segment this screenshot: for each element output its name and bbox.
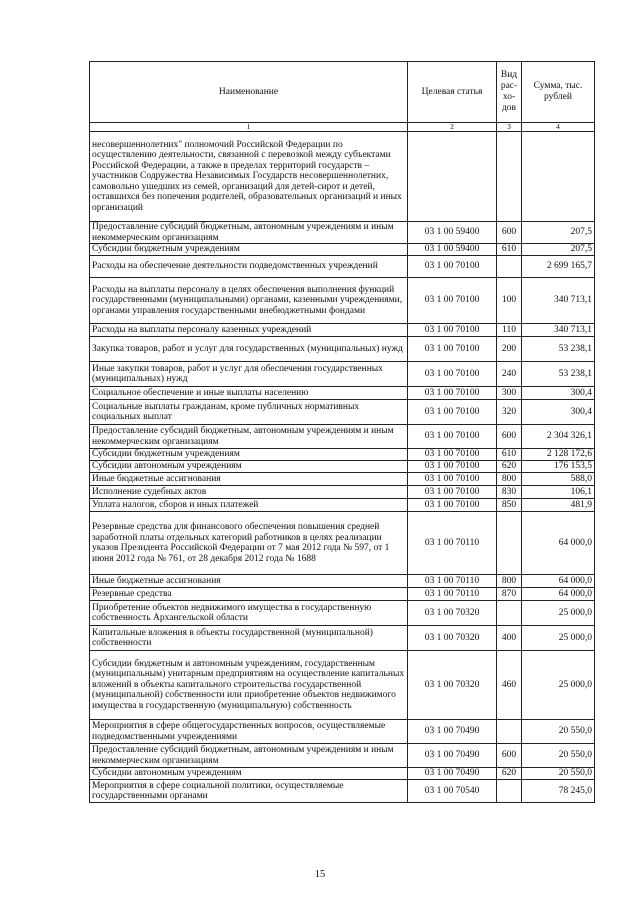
cell-target-code: 03 1 00 70100 [408, 324, 497, 337]
cell-name: Социальное обеспечение и иные выплаты населению [90, 387, 408, 400]
table-body [90, 132, 595, 803]
cell-target-code: 03 1 00 70100 [408, 473, 497, 486]
cell-name: Иные бюджетные ассигнования [90, 473, 408, 486]
cell-target-code: 03 1 00 70320 [408, 626, 497, 651]
table-row [90, 601, 595, 626]
col-number-4: 4 [522, 123, 595, 132]
cell-name: Расходы на выплаты персоналу казенных учреждений [90, 324, 408, 337]
cell-expense-type: 600 [497, 425, 522, 449]
cell-name: Предоставление субсидий бюджетным, автономным учреждениям и иным некоммерческим организациям [90, 425, 408, 449]
cell-amount: 64 000,0 [522, 588, 595, 601]
cell-name: Субсидии автономным учреждениям [90, 461, 408, 473]
table-row [90, 588, 595, 601]
cell-amount: 340 713,1 [522, 278, 595, 324]
col-header-vid: Вид рас-хо-дов [497, 62, 522, 123]
col-header-sum: Сумма, тыс. рублей [522, 62, 595, 123]
cell-expense-type: 460 [497, 651, 522, 720]
table-row [90, 425, 595, 449]
cell-name: Приобретение объектов недвижимого имущества в государственную собственность Архангельской области [90, 601, 408, 626]
cell-amount: 20 550,0 [522, 768, 595, 780]
table-row [90, 449, 595, 461]
cell-target-code: 03 1 00 70100 [408, 461, 497, 473]
table-row [90, 651, 595, 720]
cell-name: Субсидии бюджетным учреждениям [90, 449, 408, 461]
cell-target-code: 03 1 00 70100 [408, 449, 497, 461]
cell-amount: 106,1 [522, 486, 595, 499]
cell-expense-type: 620 [497, 461, 522, 473]
cell-expense-type [497, 132, 522, 222]
cell-amount: 481,9 [522, 499, 595, 512]
cell-name: Субсидии бюджетным и автономным учреждениям, государственным (муниципальным) унитарным предприятиям на осуществление капитальных вложений в объекты капитального строительства государственной (муниципальной) собственности или приобретение объектов недвижимого имущества в государственную (муниципальную) собственность [90, 651, 408, 720]
table-row [90, 337, 595, 362]
cell-target-code: 03 1 00 70100 [408, 256, 497, 278]
table-row [90, 244, 595, 256]
cell-name: Капитальные вложения в объекты государственной (муниципальной) собственности [90, 626, 408, 651]
cell-name: Мероприятия в сфере социальной политики, осуществляемые государственными органами [90, 780, 408, 803]
cell-expense-type: 320 [497, 400, 522, 425]
cell-name: Закупка товаров, работ и услуг для государственных (муниципальных) нужд [90, 337, 408, 362]
cell-target-code: 03 1 00 70100 [408, 499, 497, 512]
cell-amount: 25 000,0 [522, 626, 595, 651]
cell-amount: 20 550,0 [522, 744, 595, 768]
cell-name: Иные закупки товаров, работ и услуг для обеспечения государственных (муниципальных) нужд [90, 362, 408, 387]
cell-expense-type: 400 [497, 626, 522, 651]
cell-target-code: 03 1 00 70100 [408, 337, 497, 362]
cell-amount: 340 713,1 [522, 324, 595, 337]
cell-expense-type: 200 [497, 337, 522, 362]
cell-expense-type: 800 [497, 575, 522, 588]
page-number: 15 [314, 869, 326, 880]
table-row [90, 132, 595, 222]
cell-amount: 25 000,0 [522, 651, 595, 720]
cell-name: Уплата налогов, сборов и иных платежей [90, 499, 408, 512]
cell-name: Предоставление субсидий бюджетным, автономным учреждениям и иным некоммерческим организациям [90, 744, 408, 768]
cell-amount: 300,4 [522, 387, 595, 400]
table-row [90, 512, 595, 575]
cell-name: Расходы на обеспечение деятельности подведомственных учреждений [90, 256, 408, 278]
cell-amount: 20 550,0 [522, 720, 595, 744]
table-row [90, 473, 595, 486]
cell-amount: 176 153,5 [522, 461, 595, 473]
cell-amount: 207,5 [522, 244, 595, 256]
cell-expense-type: 610 [497, 449, 522, 461]
cell-expense-type: 850 [497, 499, 522, 512]
cell-expense-type [497, 601, 522, 626]
table-row [90, 278, 595, 324]
cell-target-code: 03 1 00 70110 [408, 588, 497, 601]
cell-expense-type: 620 [497, 768, 522, 780]
cell-expense-type: 300 [497, 387, 522, 400]
col-number-1: 1 [90, 123, 408, 132]
cell-expense-type: 240 [497, 362, 522, 387]
cell-target-code: 03 1 00 70100 [408, 362, 497, 387]
cell-target-code: 03 1 00 70490 [408, 720, 497, 744]
table-row [90, 324, 595, 337]
cell-amount: 207,5 [522, 222, 595, 244]
table-row [90, 222, 595, 244]
cell-name: Субсидии бюджетным учреждениям [90, 244, 408, 256]
cell-target-code: 03 1 00 70490 [408, 768, 497, 780]
cell-expense-type: 870 [497, 588, 522, 601]
cell-target-code: 03 1 00 70110 [408, 512, 497, 575]
cell-expense-type [497, 256, 522, 278]
table-row [90, 768, 595, 780]
cell-amount: 588,0 [522, 473, 595, 486]
cell-target-code: 03 1 00 70100 [408, 387, 497, 400]
cell-target-code: 03 1 00 59400 [408, 244, 497, 256]
cell-amount: 64 000,0 [522, 512, 595, 575]
cell-amount: 53 238,1 [522, 362, 595, 387]
cell-expense-type: 600 [497, 744, 522, 768]
cell-expense-type: 800 [497, 473, 522, 486]
table-row [90, 387, 595, 400]
cell-name: несовершеннолетних" полномочий Российской Федерации по осуществлению деятельности, связанной с перевозкой между субъектами Российской Федерации, а также в пределах территорий государств – участников Содружества Независимых Государств несовершеннолетних, самовольно ушедших из семей, организаций для детей-сирот и детей, оставшихся без попечения родителей, образовательных организаций и иных организаций [90, 132, 408, 222]
col-number-2: 2 [408, 123, 497, 132]
cell-amount: 300,4 [522, 400, 595, 425]
cell-name: Иные бюджетные ассигнования [90, 575, 408, 588]
cell-amount: 2 128 172,6 [522, 449, 595, 461]
cell-expense-type: 600 [497, 222, 522, 244]
cell-expense-type: 110 [497, 324, 522, 337]
table-row [90, 626, 595, 651]
cell-name: Субсидии автономным учреждениям [90, 768, 408, 780]
cell-target-code: 03 1 00 70320 [408, 651, 497, 720]
cell-target-code: 03 1 00 70100 [408, 425, 497, 449]
cell-amount: 2 699 165,7 [522, 256, 595, 278]
cell-target-code: 03 1 00 70100 [408, 278, 497, 324]
col-header-code: Целевая статья [408, 62, 497, 123]
cell-name: Резервные средства [90, 588, 408, 601]
cell-target-code: 03 1 00 59400 [408, 222, 497, 244]
cell-amount: 53 238,1 [522, 337, 595, 362]
cell-name: Исполнение судебных актов [90, 486, 408, 499]
budget-table [89, 61, 595, 803]
table-row [90, 499, 595, 512]
cell-name: Расходы на выплаты персоналу в целях обеспечения выполнения функций государственными (муниципальными) органами, казенными учреждениями, органами управления государственными внебюджетными фондами [90, 278, 408, 324]
cell-target-code: 03 1 00 70100 [408, 400, 497, 425]
cell-expense-type [497, 780, 522, 803]
table-row [90, 400, 595, 425]
cell-name: Резервные средства для финансового обеспечения повышения средней заработной платы отдельных категорий работников в целях реализации указов Президента Российской Федерации от 7 мая 2012 года № 597, от 1 июня 2012 года № 761, от 28 декабря 2012 года № 1688 [90, 512, 408, 575]
cell-amount: 64 000,0 [522, 575, 595, 588]
table-row [90, 461, 595, 473]
table-row [90, 744, 595, 768]
cell-name: Мероприятия в сфере общегосударственных вопросов, осуществляемые подведомственными учреждениями [90, 720, 408, 744]
cell-target-code: 03 1 00 70540 [408, 780, 497, 803]
cell-amount [522, 132, 595, 222]
cell-expense-type [497, 512, 522, 575]
cell-name: Предоставление субсидий бюджетным, автономным учреждениям и иным некоммерческим организациям [90, 222, 408, 244]
table-row [90, 362, 595, 387]
cell-expense-type: 610 [497, 244, 522, 256]
cell-target-code: 03 1 00 70100 [408, 486, 497, 499]
col-number-3: 3 [497, 123, 522, 132]
cell-target-code: 03 1 00 70110 [408, 575, 497, 588]
cell-amount: 2 304 326,1 [522, 425, 595, 449]
cell-target-code [408, 132, 497, 222]
table-row [90, 486, 595, 499]
cell-amount: 25 000,0 [522, 601, 595, 626]
col-header-name: Наименование [90, 62, 408, 123]
table-row [90, 256, 595, 278]
cell-expense-type: 100 [497, 278, 522, 324]
cell-target-code: 03 1 00 70320 [408, 601, 497, 626]
table-row [90, 575, 595, 588]
cell-name: Социальные выплаты гражданам, кроме публичных нормативных социальных выплат [90, 400, 408, 425]
table-row [90, 720, 595, 744]
cell-target-code: 03 1 00 70490 [408, 744, 497, 768]
cell-amount: 78 245,0 [522, 780, 595, 803]
cell-expense-type: 830 [497, 486, 522, 499]
table-row [90, 780, 595, 803]
table-header [90, 62, 595, 132]
cell-expense-type [497, 720, 522, 744]
